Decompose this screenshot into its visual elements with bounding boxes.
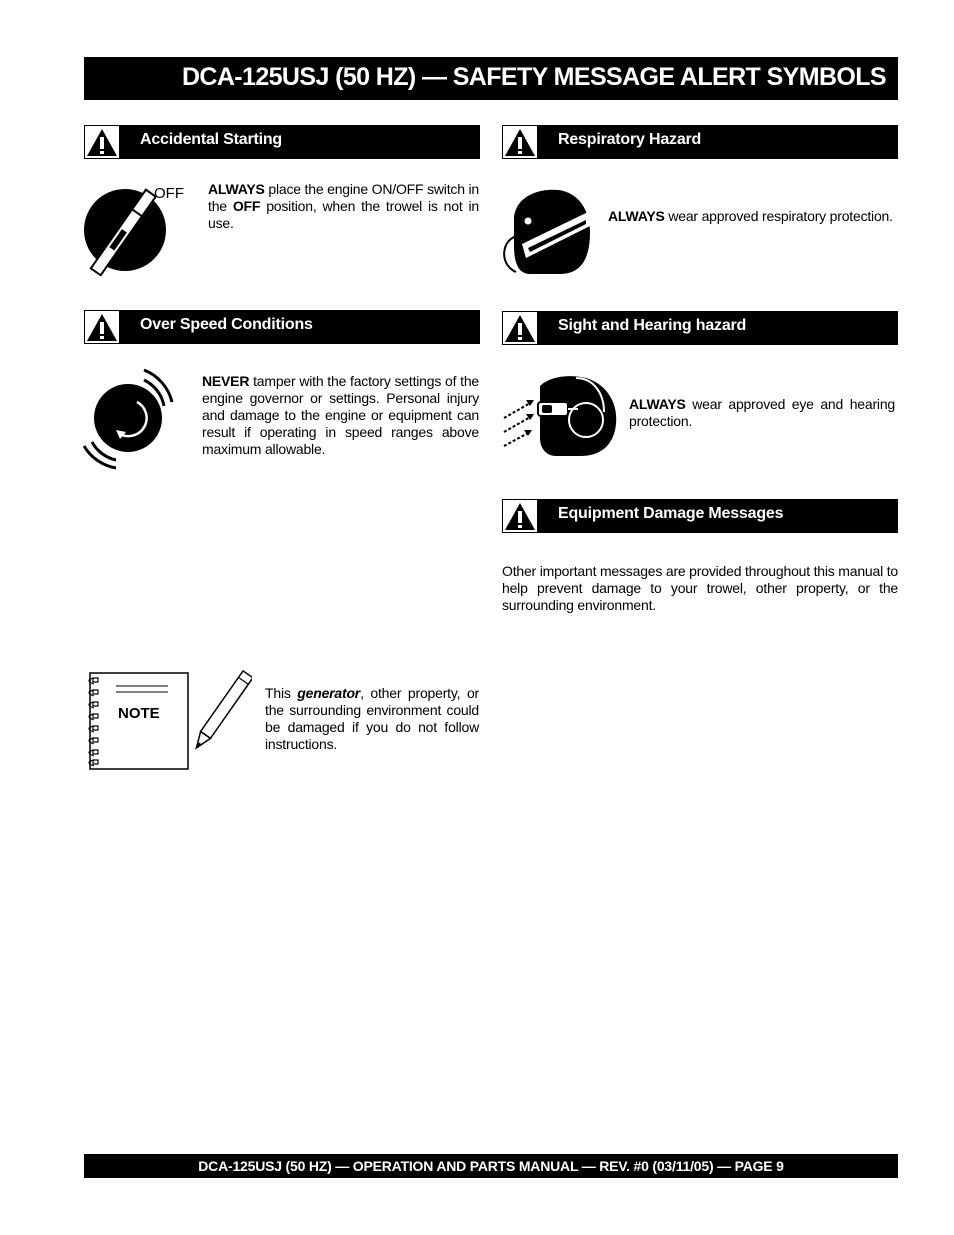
emphasis-always: ALWAYS (208, 181, 265, 197)
section-heading: Accidental Starting (140, 131, 283, 148)
warning-triangle-icon (502, 311, 538, 345)
page-footer-bar (84, 1154, 898, 1178)
accidental-starting-text (208, 181, 479, 232)
note-label: NOTE (118, 705, 160, 722)
section-heading: Sight and Hearing hazard (558, 317, 747, 334)
respiratory-text (608, 208, 898, 225)
note-pad-icon (82, 666, 252, 774)
text-part: wear approved respiratory protection. (664, 208, 893, 224)
emphasis-never: NEVER (202, 373, 250, 389)
engine-speed-icon (82, 366, 182, 472)
section-header-sight-hearing (502, 311, 898, 345)
section-header-equipment-damage (502, 499, 898, 533)
eye-and-ear-protection-icon (500, 372, 622, 458)
sight-hearing-text (629, 396, 895, 430)
text-part: position, when the trowel is not in use. (208, 198, 479, 231)
text-part: wear approved eye and hearing protection. (629, 396, 895, 429)
warning-triangle-icon (502, 125, 538, 159)
text-part: place the engine ON/OFF switch in the (208, 181, 479, 214)
section-header-respiratory (502, 125, 898, 159)
emphasis-always: ALWAYS (608, 208, 665, 224)
emphasis-off: OFF (232, 198, 261, 214)
text-part: tamper with the factory settings of the engine governor or settings. Personal injury and damage to the engine or equipment can result if operating in speed ranges above maximum allowable. (202, 373, 479, 457)
text-part: , other property, or the surrounding environment could be damaged if you do not follow instructions. (265, 685, 479, 752)
equipment-damage-text: Other important messages are provided throughout this manual to help prevent damage to your trowel, other property, or the surrounding environment. (502, 563, 898, 613)
section-header-over-speed (84, 310, 480, 344)
section-header-accidental-starting (84, 125, 480, 159)
emphasis-always: ALWAYS (629, 396, 686, 412)
over-speed-text (202, 373, 479, 458)
page-footer: DCA-125USJ (50 HZ) — OPERATION AND PARTS MANUAL — REV. #0 (03/11/05) — PAGE 9 (198, 1158, 784, 1174)
ignition-switch-off-icon (82, 180, 194, 276)
emphasis-generator: generator (297, 685, 361, 701)
section-heading: Equipment Damage Messages (558, 505, 784, 522)
page-title-bar (84, 57, 898, 100)
page-title: DCA-125USJ (50 HZ) — SAFETY MESSAGE ALERT SYMBOLS (181, 63, 886, 91)
warning-triangle-icon (84, 125, 120, 159)
respirator-mask-icon (500, 186, 596, 278)
warning-triangle-icon (84, 310, 120, 344)
section-heading: Respiratory Hazard (558, 131, 702, 148)
off-label: OFF (154, 185, 184, 202)
text-part: This (265, 685, 298, 701)
section-heading: Over Speed Conditions (140, 316, 313, 333)
note-text (265, 685, 479, 753)
warning-triangle-icon (502, 499, 538, 533)
